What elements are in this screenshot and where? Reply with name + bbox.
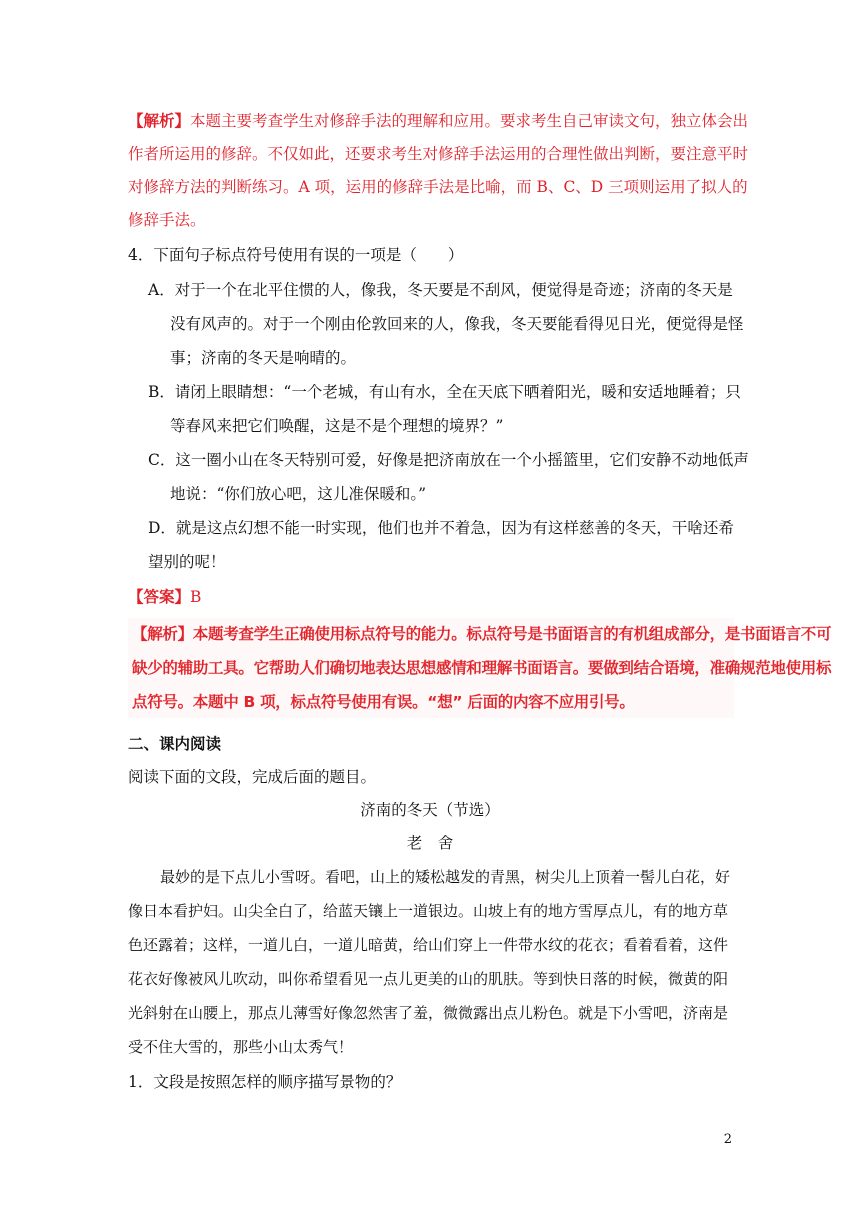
page-number: 2 <box>723 1132 732 1147</box>
option-a-line-3: 事；济南的冬天是响晴的。 <box>170 349 357 367</box>
section-heading: 二、课内阅读 <box>128 735 222 753</box>
passage-line-3: 色还露着；这样，一道儿白，一道儿暗黄，给山们穿上一件带水纹的花衣；看着看着，这件 <box>128 936 729 954</box>
passage-line-2: 像日本看护妇。山尖全白了，给蓝天镶上一道银边。山坡上有的地方雪厚点儿，有的地方草 <box>128 902 729 920</box>
analysis-1-line-2: 作者所运用的修辞。不仅如此，还要求考生对修辞手法运用的合理性做出判断，要注意平时 <box>128 145 749 163</box>
option-b-line-1: B．请闭上眼睛想：“一个老城，有山有水，全在天底下晒着阳光，暖和安适地睡着；只 <box>148 383 741 401</box>
option-d-line-2: 望别的呢！ <box>148 553 226 571</box>
analysis-2-line-2: 缺少的辅助工具。它帮助人们确切地表达思想感情和理解书面语言。要做到结合语境，准确规范地使用标 <box>132 659 832 677</box>
passage-line-4: 花衣好像被风儿吹动，叫你希望看见一点儿更美的山的肌肤。等到快日落的时候，微黄的阳 <box>128 970 729 988</box>
option-b-line-2: 等春风来把它们唤醒，这是不是个理想的境界？” <box>170 417 504 435</box>
answer <box>128 587 201 607</box>
option-a-line-2: 没有风声的。对于一个刚由伦敦回来的人，像我，冬天要能看得见日光，便觉得是怪 <box>170 315 744 333</box>
passage-author: 老 舍 <box>406 834 454 852</box>
analysis-label: 【解析】 <box>128 111 191 130</box>
answer-label: 【答案】 <box>128 587 191 606</box>
passage-title: 济南的冬天（节选） <box>360 801 500 819</box>
passage-line-5: 光斜射在山腰上，那点儿薄雪好像忽然害了羞，微微露出点儿粉色。就是下小雪吧，济南是 <box>128 1004 729 1022</box>
passage-line-1: 最妙的是下点儿小雪呀。看吧，山上的矮松越发的青黑，树尖儿上顶着一髻儿白花，好 <box>160 868 731 886</box>
analysis-2-line-1: 【解析】本题考查学生正确使用标点符号的能力。标点符号是书面语言的有机组成部分，是书面语言不可 <box>132 625 832 643</box>
passage-line-6: 受不住大雪的，那些小山太秀气！ <box>128 1038 354 1056</box>
analysis-1-line-1: 【解析】本题主要考查学生对修辞手法的理解和应用。要求考生自己审读文句，独立体会出 <box>128 111 749 130</box>
answer-value: B <box>190 588 202 606</box>
question-4-stem: 4．下面句子标点符号使用有误的一项是（ ） <box>128 246 464 264</box>
option-a-line-1: A．对于一个在北平住惯的人，像我，冬天要是不刮风，便觉得是奇迹；济南的冬天是 <box>148 281 733 299</box>
analysis-1-line-4: 修辞手法。 <box>128 211 206 229</box>
analysis-2-image <box>128 618 832 718</box>
analysis-2-line-3: 点符号。本题中 B 项，标点符号使用有误。“想” 后面的内容不应用引号。 <box>132 693 635 711</box>
section-instruction: 阅读下面的文段，完成后面的题目。 <box>128 768 377 786</box>
analysis-1-line-3: 对修辞方法的判断练习。A 项，运用的修辞手法是比喻，而 B、C、D 三项则运用了拟人的 <box>128 178 748 196</box>
question-1: 1．文段是按照怎样的顺序描写景物的？ <box>128 1073 402 1091</box>
option-c-line-1: C．这一圈小山在冬天特别可爱，好像是把济南放在一个小摇篮里，它们安静不动地低声 <box>148 451 749 469</box>
option-c-line-2: 地说：“你们放心吧，这儿准保暖和。” <box>170 485 427 503</box>
option-d-line-1: D．就是这点幻想不能一时实现，他们也并不着急，因为有这样慈善的冬天，干啥还希 <box>148 519 734 537</box>
